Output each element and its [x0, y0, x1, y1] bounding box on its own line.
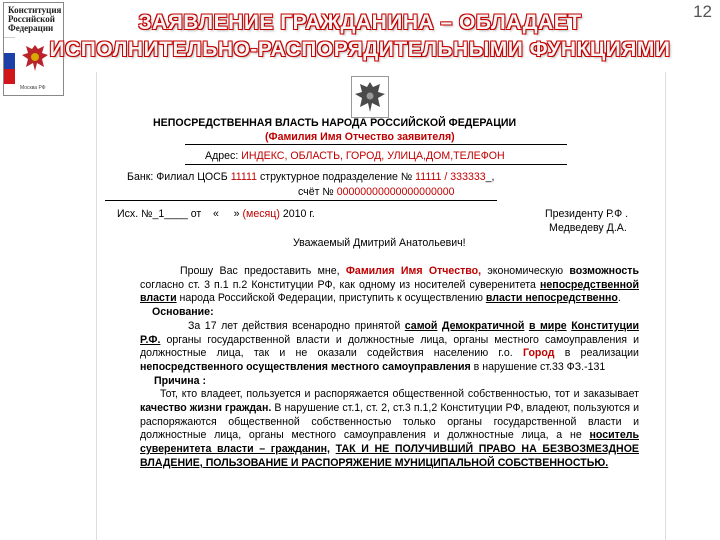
bank-branch: 11111	[230, 171, 258, 183]
book-title-line: Конституция	[8, 5, 62, 15]
reason-text: Тот, кто владеет, пользуется и распоряжается общественной собственностью, тот и заказывает	[160, 388, 639, 401]
date-year: 2010 г.	[282, 208, 315, 220]
request-paragraph: Прошу Вас предоставить мне, Фамилия Имя Отчество, экономическую возможность согласно ст. 3 п.1 п.2 Конституции РФ, как одному из носителей суверенитета непосредственной власти народа Российской Федерации, приступить к осуществлению власти непосредственно.	[140, 265, 639, 305]
account-line	[298, 186, 455, 199]
divider	[185, 164, 567, 165]
salutation: Уважаемый Дмитрий Анатольевич!	[293, 237, 466, 249]
basis-bold: непосредственного осуществления местного самоуправления	[140, 360, 471, 373]
double-headed-eagle-icon	[351, 76, 389, 118]
reason-label: Причина :	[154, 374, 207, 387]
application-body	[140, 265, 639, 471]
divider	[105, 200, 497, 201]
basis-text: органы государственной власти и должностные лица, органы местного самоуправления и должностные лица, так и не оказали содействия населению г.о.	[140, 333, 639, 360]
slide-title-line-2: ИСПОЛНИТЕЛЬНО-РАСПОРЯДИТЕЛЬНЫМИ ФУНКЦИЯМИ	[49, 38, 671, 61]
reason-text: В нарушение ст.1, ст. 2, ст.3 п.1,2 Конституции РФ, владеют, пользуются и распоряжаются общественной собственностью только органы государственной власти и должностные лица, органы местного самоуправления и должностные лица, а не	[140, 402, 639, 442]
basis-text: За 17 лет действия всенародно принятой	[188, 319, 401, 332]
bank-tail: _,	[485, 171, 495, 183]
basis-text: в нарушение ст.33 ФЗ.-131	[473, 360, 606, 373]
direct-power-term: непосредственной власти	[140, 278, 639, 305]
basis-emphasis: Демократичной	[441, 319, 525, 332]
bank-division-label: структурное подразделение №	[259, 171, 413, 183]
basis-text: в реализации	[564, 347, 639, 360]
basis-label: Основание:	[152, 306, 214, 319]
account-value: 00000000000000000000	[336, 186, 455, 198]
reason-paragraph	[140, 388, 639, 470]
request-text: народа Российской Федерации, приступить к осуществлению	[179, 292, 483, 305]
address-line	[205, 150, 505, 163]
date-month: (месяц)	[242, 208, 280, 220]
date-quote: «	[213, 208, 219, 220]
reference-line	[117, 208, 315, 221]
document-heading: НЕПОСРЕДСТВЕННАЯ ВЛАСТЬ НАРОДА РОССИЙСКОЙ ФЕДЕРАЦИИ	[153, 117, 517, 129]
basis-city: Город	[522, 347, 555, 360]
book-footer: Москва РФ	[20, 85, 46, 91]
reason-bearers: носитель суверенитета власти – гражданин,	[140, 429, 639, 456]
request-bold: возможность	[569, 265, 639, 277]
address-value: ИНДЕКС, ОБЛАСТЬ, ГОРОД, УЛИЦА,ДОМ,ТЕЛЕФОН	[241, 150, 505, 162]
bank-line	[127, 171, 494, 184]
applicant-placeholder: (Фамилия Имя Отчество заявителя)	[265, 131, 455, 143]
bank-division: 11111 / 333333	[415, 171, 486, 183]
reason-final: ТАК И НЕ ПОЛУЧИВШИЙ ПРАВО НА БЕЗВОЗМЕЗДНОЕ ВЛАДЕНИЕ, ПОЛЬЗОВАНИЕ И РАСПОРЯЖЕНИЕ МУНИЦИПАЛЬНОЙ СОБСТВЕННОСТЬЮ.	[140, 443, 639, 469]
request-text: экономическую	[487, 265, 564, 277]
bank-prefix: Банк: Филиал ЦОСБ	[127, 171, 228, 183]
request-name: Фамилия Имя Отчество,	[345, 265, 482, 277]
request-text: согласно ст. 3 п.1 п.2 Конституции РФ, как одному из носителей суверенитета	[140, 278, 536, 291]
slide-title-line-1: ЗАЯВЛЕНИЕ ГРАЖДАНИНА – ОБЛАДАЕТ	[138, 11, 582, 34]
request-start: Прошу Вас предоставить мне,	[180, 265, 340, 277]
reference-number: Исх. №_1____ от	[117, 208, 202, 220]
date-quote: »	[233, 208, 240, 220]
addressee-line-1: Президенту Р.Ф .	[545, 208, 629, 220]
basis-emphasis: в мире	[528, 319, 567, 332]
book-title-line: Федерации	[8, 23, 54, 33]
address-label: Адрес:	[205, 150, 239, 162]
basis-emphasis: самой	[404, 319, 438, 332]
power-term: власти непосредственно	[485, 292, 618, 305]
basis-paragraph	[140, 320, 639, 375]
account-label: счёт №	[298, 186, 334, 198]
reason-quality: качество жизни граждан.	[140, 402, 272, 415]
divider	[185, 144, 567, 145]
basis-constitution: Конституции Р.Ф.	[140, 319, 640, 346]
book-title-line: Российской	[8, 14, 55, 24]
slide-number: 12	[693, 2, 712, 21]
addressee-line-2: Медведеву Д.А.	[549, 222, 627, 234]
